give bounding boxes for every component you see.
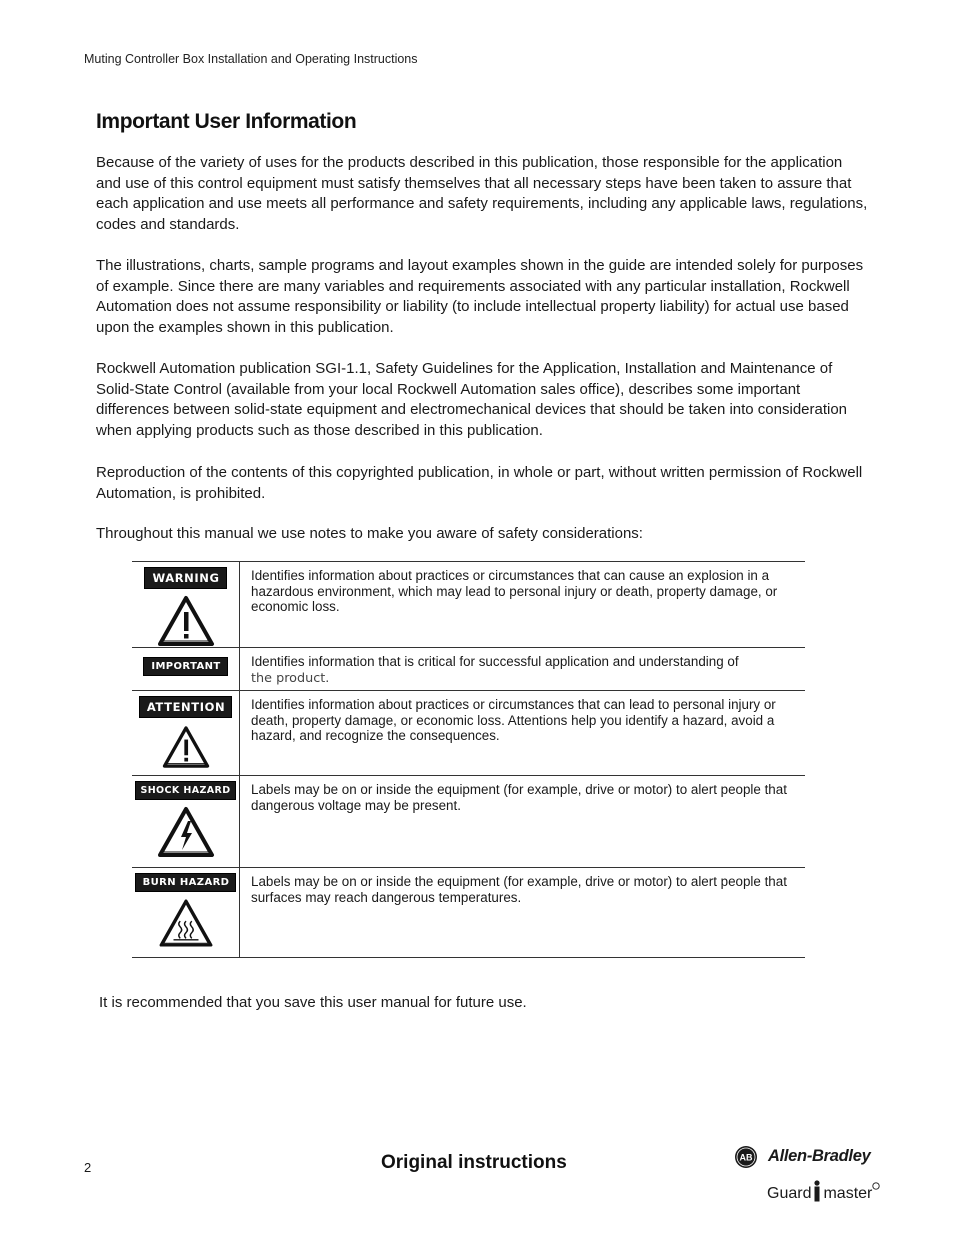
brand-name: Allen-Bradley	[768, 1147, 871, 1165]
footer-title: Original instructions	[381, 1152, 567, 1173]
shock-hazard-label: SHOCK HAZARD	[135, 781, 235, 800]
closing-recommendation: It is recommended that you save this user manual for future use.	[99, 994, 527, 1011]
guardmaster-logo: Guard master	[767, 1180, 880, 1203]
attention-label: ATTENTION	[139, 696, 232, 718]
paragraph-illustrations: The illustrations, charts, sample programs and layout examples shown in the guide are intended solely for purposes of example. Since there are many variables and requirements associated with any particular installation, Rockwell Automation does not assume responsibility or liability (to include intellectual property liability) for actual use based upon the examples shown in this publication.	[96, 257, 864, 337]
page-title: Important User Information	[96, 110, 357, 133]
burn-hazard-label: BURN HAZARD	[135, 873, 237, 892]
note-row-warning	[132, 562, 805, 648]
lightning-bolt-triangle-icon	[157, 806, 215, 858]
page-number: 2	[84, 1160, 92, 1175]
running-header: Muting Controller Box Installation and Operating Instructions	[84, 52, 418, 66]
important-description: Identifies information that is critical for successful application and understanding of the product.	[240, 648, 806, 691]
note-row-shock-hazard	[132, 776, 805, 868]
note-row-important	[132, 648, 805, 691]
safety-notes-table	[132, 561, 805, 958]
hot-surface-triangle-icon	[158, 898, 214, 948]
shock-hazard-description: Labels may be on or inside the equipment (for example, drive or motor) to alert people that dangerous voltage may be present.	[240, 776, 806, 868]
paragraph-notes-intro: Throughout this manual we use notes to make you aware of safety considerations:	[96, 525, 643, 542]
important-label: IMPORTANT	[143, 657, 227, 676]
note-row-burn-hazard	[132, 868, 805, 958]
exclamation-triangle-icon	[157, 595, 215, 647]
warning-label: WARNING	[144, 567, 226, 589]
paragraph-variety-of-uses: Because of the variety of uses for the products described in this publication, those responsible for the application and use of this control equipment must satisfy themselves that all necessary steps have been taken to assure that each application and use meets all performance and safety requirements, including any applicable laws, regulations, codes and standards.	[96, 154, 868, 234]
attention-description: Identifies information about practices or circumstances that can lead to personal injury or death, property damage, or economic loss. Attentions help you identify a hazard, avoid a hazard, and recognize the consequences.	[240, 691, 806, 776]
registered-mark-icon	[872, 1182, 880, 1190]
paragraph-sgi-guidelines: Rockwell Automation publication SGI-1.1, Safety Guidelines for the Application, Installation and Maintenance of Solid-State Control (available from your local Rockwell Automation sales office), describes some important differences between solid-state equipment and electromechanical devices that should be taken into consideration when applying products such as those described in this publication.	[96, 360, 848, 440]
guardmaster-figure-icon	[812, 1180, 822, 1202]
note-row-attention	[132, 691, 805, 776]
svg-text:AB: AB	[739, 1152, 753, 1163]
exclamation-triangle-icon	[162, 724, 210, 770]
allen-bradley-logo-icon	[734, 1145, 758, 1169]
warning-description: Identifies information about practices or circumstances that can cause an explosion in a hazardous environment, which may lead to personal injury or death, property damage, or economic loss.	[240, 562, 806, 648]
paragraph-reproduction: Reproduction of the contents of this copyrighted publication, in whole or part, without written permission of Rockwell Automation, is prohibited.	[96, 464, 863, 502]
burn-hazard-description: Labels may be on or inside the equipment (for example, drive or motor) to alert people that surfaces may reach dangerous temperatures.	[240, 868, 806, 958]
